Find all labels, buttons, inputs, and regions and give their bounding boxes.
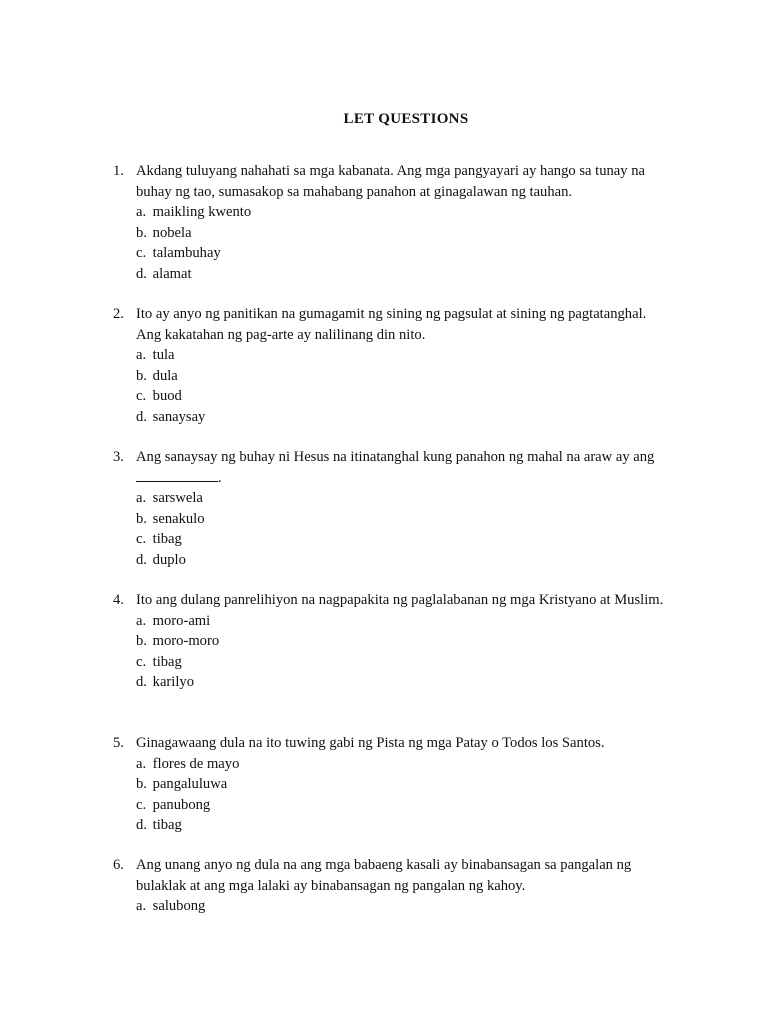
- choice-text: alamat: [152, 265, 192, 282]
- choice-d: [136, 815, 673, 836]
- choice-b: [136, 631, 673, 652]
- question-5: [113, 733, 673, 836]
- choice-d: [136, 550, 673, 571]
- choice-letter: d.: [136, 817, 147, 833]
- choice-letter: a.: [136, 755, 147, 772]
- choice-letter: a.: [136, 612, 147, 629]
- choice-a: [136, 345, 673, 366]
- choice-text: moro-ami: [152, 612, 211, 629]
- question-stem-text: Ang sanaysay ng buhay ni Hesus na itinatanghal kung panahon ng mahal na araw ay ang: [136, 449, 655, 465]
- document-title: LET QUESTIONS: [343, 111, 469, 127]
- choice-letter: d.: [136, 674, 147, 690]
- choice-text: dula: [152, 367, 178, 384]
- choice-letter: a.: [136, 204, 147, 220]
- question-number: 3.: [113, 449, 124, 465]
- choice-c: [136, 652, 673, 673]
- question-number: 2.: [113, 306, 124, 322]
- choice-c: [136, 243, 673, 264]
- choice-c: [136, 386, 673, 407]
- question-1: [113, 161, 673, 284]
- choice-d: [136, 264, 673, 285]
- choice-text: panubong: [152, 796, 211, 813]
- choice-d: [136, 407, 673, 428]
- question-4: [113, 590, 673, 693]
- question-number: 5.: [113, 735, 124, 751]
- question-2: [113, 304, 673, 427]
- question-number: 1.: [113, 163, 124, 179]
- question-stem: Ito ay anyo ng panitikan na gumagamit ng sining ng pagsulat at sining ng pagtatanghal. Ang kakatahan ng pag-arte ay nalilinang din nito.: [136, 306, 647, 343]
- question-stem-end: .: [218, 469, 222, 486]
- choice-text: nobela: [152, 224, 192, 241]
- choice-letter: d.: [136, 408, 147, 425]
- answer-blank: [136, 468, 218, 482]
- choice-a: [136, 896, 673, 917]
- choice-text: tibag: [152, 531, 182, 547]
- choice-letter: b.: [136, 776, 147, 792]
- choice-c: [136, 795, 673, 816]
- choice-letter: b.: [136, 367, 147, 384]
- choice-b: [136, 223, 673, 244]
- question-3: [113, 447, 673, 570]
- choice-c: [136, 529, 673, 550]
- choice-letter: d.: [136, 551, 147, 568]
- question-stem: Ang unang anyo ng dula na ang mga babaeng kasali ay binabansagan sa pangalan ng bulaklak at ang mga lalaki ay binabansagan ng pangalan ng kahoy.: [136, 857, 632, 894]
- choice-text: flores de mayo: [152, 755, 240, 772]
- choice-a: [136, 754, 673, 775]
- choice-b: [136, 774, 673, 795]
- choice-text: karilyo: [152, 674, 194, 690]
- choice-letter: c.: [136, 388, 147, 404]
- choice-a: [136, 202, 673, 223]
- choice-letter: d.: [136, 265, 147, 282]
- choice-text: duplo: [152, 551, 186, 568]
- choice-b: [136, 509, 673, 530]
- choice-text: tibag: [152, 653, 182, 670]
- choice-text: maikling kwento: [152, 204, 252, 220]
- choice-text: moro-moro: [152, 633, 220, 649]
- choice-letter: c.: [136, 245, 147, 261]
- question-number: 6.: [113, 857, 124, 873]
- choice-text: sanaysay: [152, 408, 206, 425]
- choice-text: pangaluluwa: [152, 776, 228, 792]
- choice-letter: b.: [136, 510, 147, 527]
- question-stem: Akdang tuluyang nahahati sa mga kabanata. Ang mga pangyayari ay hango sa tunay na buhay ng tao, sumasakop sa mahabang panahon at ginagalawan ng tauhan.: [136, 163, 645, 200]
- choice-letter: c.: [136, 653, 147, 670]
- question-stem: Ito ang dulang panrelihiyon na nagpapakita ng paglalabanan ng mga Kristyano at Muslim.: [136, 592, 664, 608]
- choice-a: [136, 488, 673, 509]
- choice-text: tula: [152, 347, 175, 363]
- choice-text: salubong: [152, 898, 206, 914]
- choice-d: [136, 672, 673, 693]
- choice-a: [136, 611, 673, 632]
- question-stem: [136, 447, 673, 488]
- choice-text: talambuhay: [152, 245, 221, 261]
- choice-b: [136, 366, 673, 387]
- choice-text: senakulo: [152, 510, 205, 527]
- question-6: [113, 855, 673, 917]
- choice-letter: c.: [136, 796, 147, 813]
- choice-letter: a.: [136, 347, 147, 363]
- choice-text: tibag: [152, 817, 182, 833]
- choice-letter: c.: [136, 531, 147, 547]
- choice-letter: b.: [136, 633, 147, 649]
- choice-letter: b.: [136, 224, 147, 241]
- choice-text: sarswela: [152, 490, 203, 506]
- choice-letter: a.: [136, 490, 147, 506]
- choice-text: buod: [152, 388, 182, 404]
- question-stem: Ginagawaang dula na ito tuwing gabi ng Pista ng mga Patay o Todos los Santos.: [136, 735, 605, 751]
- choice-letter: a.: [136, 898, 147, 914]
- question-number: 4.: [113, 592, 124, 608]
